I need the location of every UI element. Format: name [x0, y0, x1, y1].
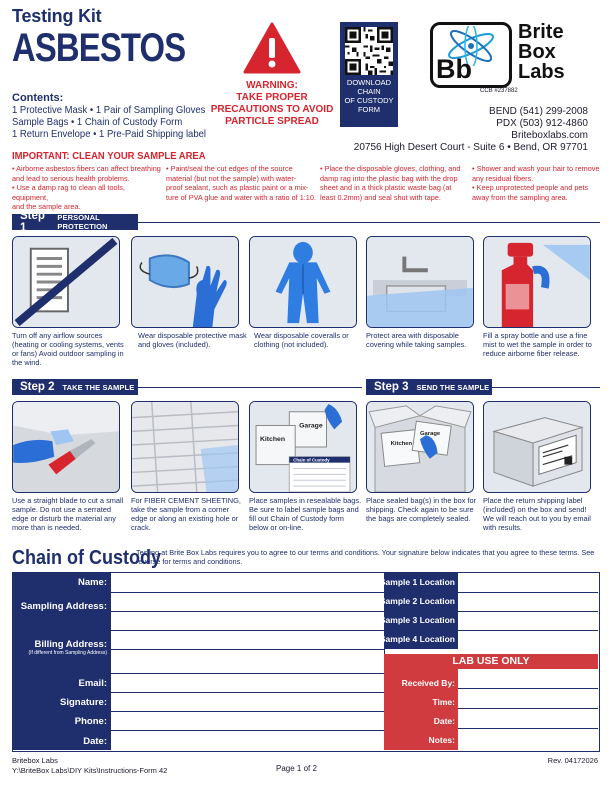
name-field[interactable]: [112, 573, 383, 592]
step2-caption: Use a straight blade to cut a small sample. Do not use a serrated edge or disturb the material any more than is needed.: [12, 496, 124, 532]
step2-caption: Place samples in resealable bags. Be sure to label sample bags and fill out Chain of Custody form below or on-line.: [249, 496, 362, 532]
coveralls-icon: [250, 237, 356, 327]
sample-3-field[interactable]: [459, 612, 598, 630]
bag-label: Kitchen: [390, 441, 413, 448]
sample-4-field[interactable]: [459, 631, 598, 649]
vent-off-icon: [13, 237, 119, 327]
bag-label: Garage: [420, 431, 441, 438]
step3-caption: Place sealed bag(s) in the box for shipping. Check again to be sure the bags are completely sealed.: [366, 496, 477, 523]
notes-field[interactable]: [459, 729, 598, 750]
signature-field[interactable]: [112, 693, 383, 711]
phone-field[interactable]: [112, 712, 383, 730]
company-address: 20756 High Desert Court - Suite 6 • Bend, OR 97701: [353, 142, 588, 153]
sample-2-field[interactable]: [459, 593, 598, 611]
time-field[interactable]: [459, 689, 598, 708]
covered-sink-icon: [367, 237, 473, 327]
step3-caption: Place the return shipping label (included) on the box and send! We will reach out to you by email with results.: [483, 496, 591, 532]
britebox-labs-logo: [430, 22, 586, 94]
step2-panel-cut: [12, 401, 120, 493]
fiber-cement-icon: [132, 402, 238, 492]
signature-label: Signature:: [60, 697, 107, 708]
step3-panel-shipping: [483, 401, 591, 493]
step3-banner: Step 3 SEND THE SAMPLE: [366, 379, 492, 395]
time-label: Time:: [432, 697, 455, 707]
website-link[interactable]: Briteboxlabs.com: [511, 130, 588, 141]
step1-panel-mask: [131, 236, 239, 328]
step2-panel-fiber: [131, 401, 239, 493]
logo-wordmark: Brite Box Labs: [518, 21, 565, 83]
shipping-box-icon: [484, 402, 590, 492]
chain-of-custody-title: Chain of Custody: [12, 547, 161, 569]
billing-address-field[interactable]: [112, 631, 383, 673]
date-field[interactable]: [112, 731, 383, 750]
contents-heading: Contents:: [12, 92, 64, 104]
important-column: • Airborne asbestos fibers can affect breathing and lead to serious health problems. • Use a damp rag to clean all tools, equipment, and the sample area.: [12, 164, 161, 211]
sample-3-label: Sample 3 Location: [379, 615, 455, 625]
lab-date-field[interactable]: [459, 709, 598, 728]
step2-banner: Step 2 TAKE THE SAMPLE: [12, 379, 138, 395]
step3-panel-box: [366, 401, 474, 493]
bag-label: Kitchen: [259, 436, 286, 444]
qr-code-icon[interactable]: [345, 27, 393, 75]
contents-line: 1 Protective Mask • 1 Pair of Sampling Gloves: [12, 105, 206, 116]
email-label: Email:: [78, 678, 107, 689]
coc-mini-label: Chain of Custody: [293, 457, 330, 463]
important-column: • Shower and wash your hair to remove any residual fibers. • Keep unprotected people and pets away from the sampling area.: [472, 164, 600, 202]
kit-title: ASBESTOS: [12, 26, 186, 70]
phone-label: Phone:: [74, 716, 107, 727]
bag-label: Garage: [299, 422, 323, 430]
divider: [492, 387, 600, 388]
important-heading: IMPORTANT: CLEAN YOUR SAMPLE AREA: [12, 150, 206, 162]
billing-address-label: Billing Address:: [34, 639, 107, 650]
billing-note: (If different from Sampling Address): [28, 650, 107, 656]
divider: [138, 222, 600, 223]
footer-company-info: Britebox Labs Y:\BriteBox Labs\DIY Kits\Instructions-Form 42: [12, 756, 168, 775]
spray-bottle-icon: [484, 237, 590, 327]
step2-panel-bags: [249, 401, 357, 493]
divider: [138, 387, 362, 388]
revision-number: Rev. 04172026: [547, 756, 598, 765]
mask-gloves-icon: [132, 237, 238, 327]
phone-bend[interactable]: BEND (541) 299-2008: [489, 106, 588, 117]
sampling-address-field[interactable]: [112, 593, 383, 630]
step1-caption: Wear disposable protective mask and gloves (included).: [138, 331, 247, 349]
sample-1-field[interactable]: [459, 573, 598, 592]
step1-panel-sink: [366, 236, 474, 328]
phone-pdx[interactable]: PDX (503) 912-4860: [496, 118, 588, 129]
received-by-label: Received By:: [401, 678, 455, 688]
sampling-address-label: Sampling Address:: [20, 601, 107, 612]
cut-sample-icon: [13, 402, 119, 492]
sample-4-label: Sample 4 Location: [379, 634, 455, 644]
lab-date-label: Date:: [433, 716, 455, 726]
contents-line: Sample Bags • 1 Chain of Custody Form: [12, 117, 183, 128]
received-by-field[interactable]: [459, 669, 598, 688]
lab-use-heading: LAB USE ONLY: [384, 654, 598, 668]
sample-bags-icon: [250, 402, 356, 492]
step1-banner: Step 1 PERSONAL PROTECTION: [12, 214, 138, 230]
step1-caption: Protect area with disposable covering while taking samples.: [366, 331, 467, 349]
important-column: • Paint/seal the cut edges of the source material (but not the sample) with water- proof sealant, such as plastic paint or a mix- ture of PVA glue and water with a ratio of 1:10.: [166, 164, 316, 202]
kit-subtitle: Testing Kit: [12, 6, 102, 26]
sample-1-label: Sample 1 Location: [379, 577, 455, 587]
sample-2-label: Sample 2 Location: [379, 596, 455, 606]
ccb-number: CCB #237882: [480, 88, 518, 94]
warning-icon: [243, 22, 301, 74]
step1-caption: Wear disposable coveralls or clothing (not included).: [254, 331, 349, 349]
chain-of-custody-form: [12, 572, 600, 752]
step1-panel-spray: [483, 236, 591, 328]
logo-mark: Bb: [436, 54, 472, 84]
step1-panel-vent: [12, 236, 120, 328]
step2-caption: For FIBER CEMENT SHEETING, take the sample from a corner edge or along an existing hole or crack.: [131, 496, 241, 532]
warning-text: WARNING: TAKE PROPER PRECAUTIONS TO AVOID PARTICLE SPREAD: [210, 80, 334, 127]
important-column: • Place the disposable gloves, clothing, and damp rag into the plastic bag with the drop sheet and in a thick plastic waste bag (at least 0.2mm) and seal shut with tape.: [320, 164, 461, 202]
date-label: Date:: [83, 736, 107, 747]
step1-caption: Turn off any airflow sources (heating or cooling systems, vents or fans) Avoid outdoor sampling in the wind.: [12, 331, 124, 367]
page-number: Page 1 of 2: [276, 764, 317, 773]
step1-caption: Fill a spray bottle and use a fine mist to wet the sample in order to reduce airborne fiber release.: [483, 331, 592, 358]
download-form-label[interactable]: DOWNLOAD CHAIN OF CUSTODY FORM: [344, 78, 394, 114]
name-label: Name:: [77, 577, 107, 588]
email-field[interactable]: [112, 674, 383, 692]
notes-label: Notes:: [428, 735, 455, 745]
step1-panel-coveralls: [249, 236, 357, 328]
terms-text: Testing at Brite Box Labs requires you to agree to our terms and conditions. Your signature below indicates that you agree to these terms. See reverse for terms and conditions.: [136, 548, 595, 566]
box-bags-icon: [367, 402, 473, 492]
contents-line: 1 Return Envelope • 1 Pre-Paid Shipping label: [12, 129, 206, 140]
